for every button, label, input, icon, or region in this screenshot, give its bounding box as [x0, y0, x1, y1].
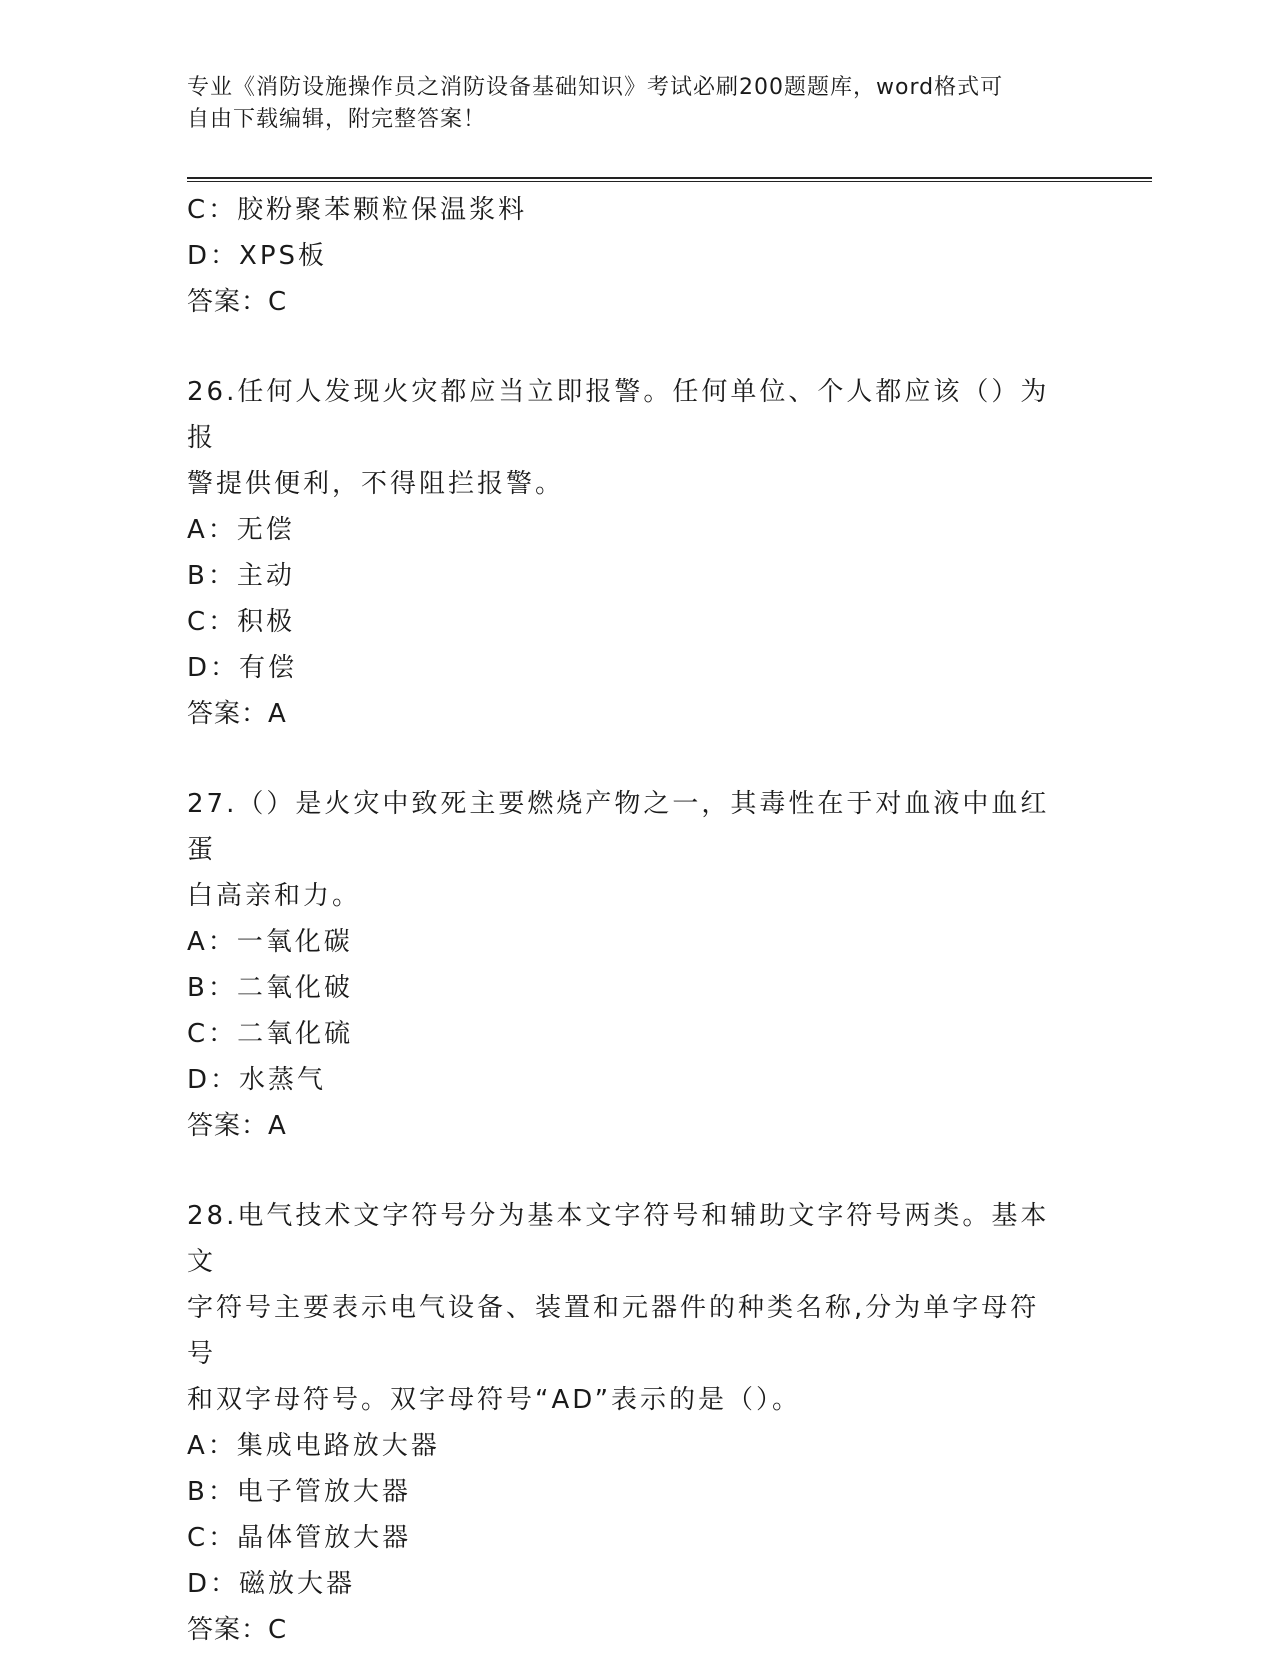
option-text: XPS板 [239, 241, 328, 271]
option-d [187, 1057, 1067, 1103]
option-label: D： [187, 1569, 240, 1599]
stem-line: 和双字母符号。双字母符号“AD”表示的是（）。 [187, 1385, 802, 1415]
option-label: B： [187, 1477, 237, 1507]
stem-line: 字符号主要表示电气设备、装置和元器件的种类名称,分为单字母符号 [187, 1293, 1040, 1369]
question-stem [187, 781, 1067, 919]
header-title-line-1: 专业《消防设施操作员之消防设备基础知识》考试必刷200题题库，word格式可 [187, 75, 1004, 100]
stem-line: 28.电气技术文字符号分为基本文字符号和辅助文字符号两类。基本文 [187, 1201, 1050, 1277]
option-a [187, 1423, 1067, 1469]
stem-line: 26.任何人发现火灾都应当立即报警。任何单位、个人都应该（）为报 [187, 377, 1050, 453]
option-label: C： [187, 1523, 238, 1553]
option-label: C： [187, 607, 238, 637]
question-spacer [187, 1149, 1067, 1193]
option-c [187, 187, 1067, 233]
question-28 [187, 1193, 1067, 1653]
page-header [187, 72, 1067, 136]
option-text: 水蒸气 [239, 1065, 327, 1095]
option-text: 积极 [237, 607, 296, 637]
option-c [187, 599, 1067, 645]
option-text: 二氧化破 [236, 973, 353, 1003]
option-label: A： [187, 515, 237, 545]
option-label: C： [187, 195, 238, 225]
option-text: 集成电路放大器 [236, 1431, 440, 1461]
option-label: D： [187, 653, 240, 683]
question-27 [187, 781, 1067, 1149]
option-text: 一氧化碳 [236, 927, 353, 957]
option-label: A： [187, 1431, 237, 1461]
option-label: B： [187, 561, 237, 591]
option-b [187, 1469, 1067, 1515]
option-text: 有偿 [239, 653, 298, 683]
stem-line: 警提供便利，不得阻拦报警。 [187, 469, 565, 499]
question-spacer [187, 737, 1067, 781]
option-a [187, 919, 1067, 965]
answer-line: 答案：C [187, 1615, 288, 1645]
option-text: 无偿 [236, 515, 295, 545]
option-label: D： [187, 1065, 240, 1095]
option-d [187, 233, 1067, 279]
option-c [187, 1515, 1067, 1561]
option-c [187, 1011, 1067, 1057]
option-a [187, 507, 1067, 553]
option-label: D： [187, 241, 240, 271]
header-divider [187, 177, 1152, 182]
option-text: 胶粉聚苯颗粒保温浆料 [237, 195, 528, 225]
option-label: C： [187, 1019, 238, 1049]
question-spacer [187, 325, 1067, 369]
question-stem [187, 1193, 1067, 1423]
option-text: 电子管放大器 [236, 1477, 411, 1507]
option-text: 晶体管放大器 [237, 1523, 412, 1553]
option-text: 主动 [236, 561, 295, 591]
question-list [187, 187, 1067, 1653]
answer-line: 答案：A [187, 699, 287, 729]
option-label: A： [187, 927, 237, 957]
question-26 [187, 369, 1067, 737]
option-text: 磁放大器 [239, 1569, 356, 1599]
question-25-continued [187, 187, 1067, 325]
option-b [187, 965, 1067, 1011]
answer-line: 答案：C [187, 287, 288, 317]
stem-line: 27.（）是火灾中致死主要燃烧产物之一，其毒性在于对血液中血红蛋 [187, 789, 1050, 865]
option-label: B： [187, 973, 237, 1003]
option-d [187, 1561, 1067, 1607]
option-d [187, 645, 1067, 691]
answer-line: 答案：A [187, 1111, 287, 1141]
stem-line: 白高亲和力。 [187, 881, 362, 911]
header-title-line-2: 自由下载编辑，附完整答案！ [187, 107, 487, 132]
question-stem [187, 369, 1067, 507]
option-b [187, 553, 1067, 599]
option-text: 二氧化硫 [237, 1019, 354, 1049]
